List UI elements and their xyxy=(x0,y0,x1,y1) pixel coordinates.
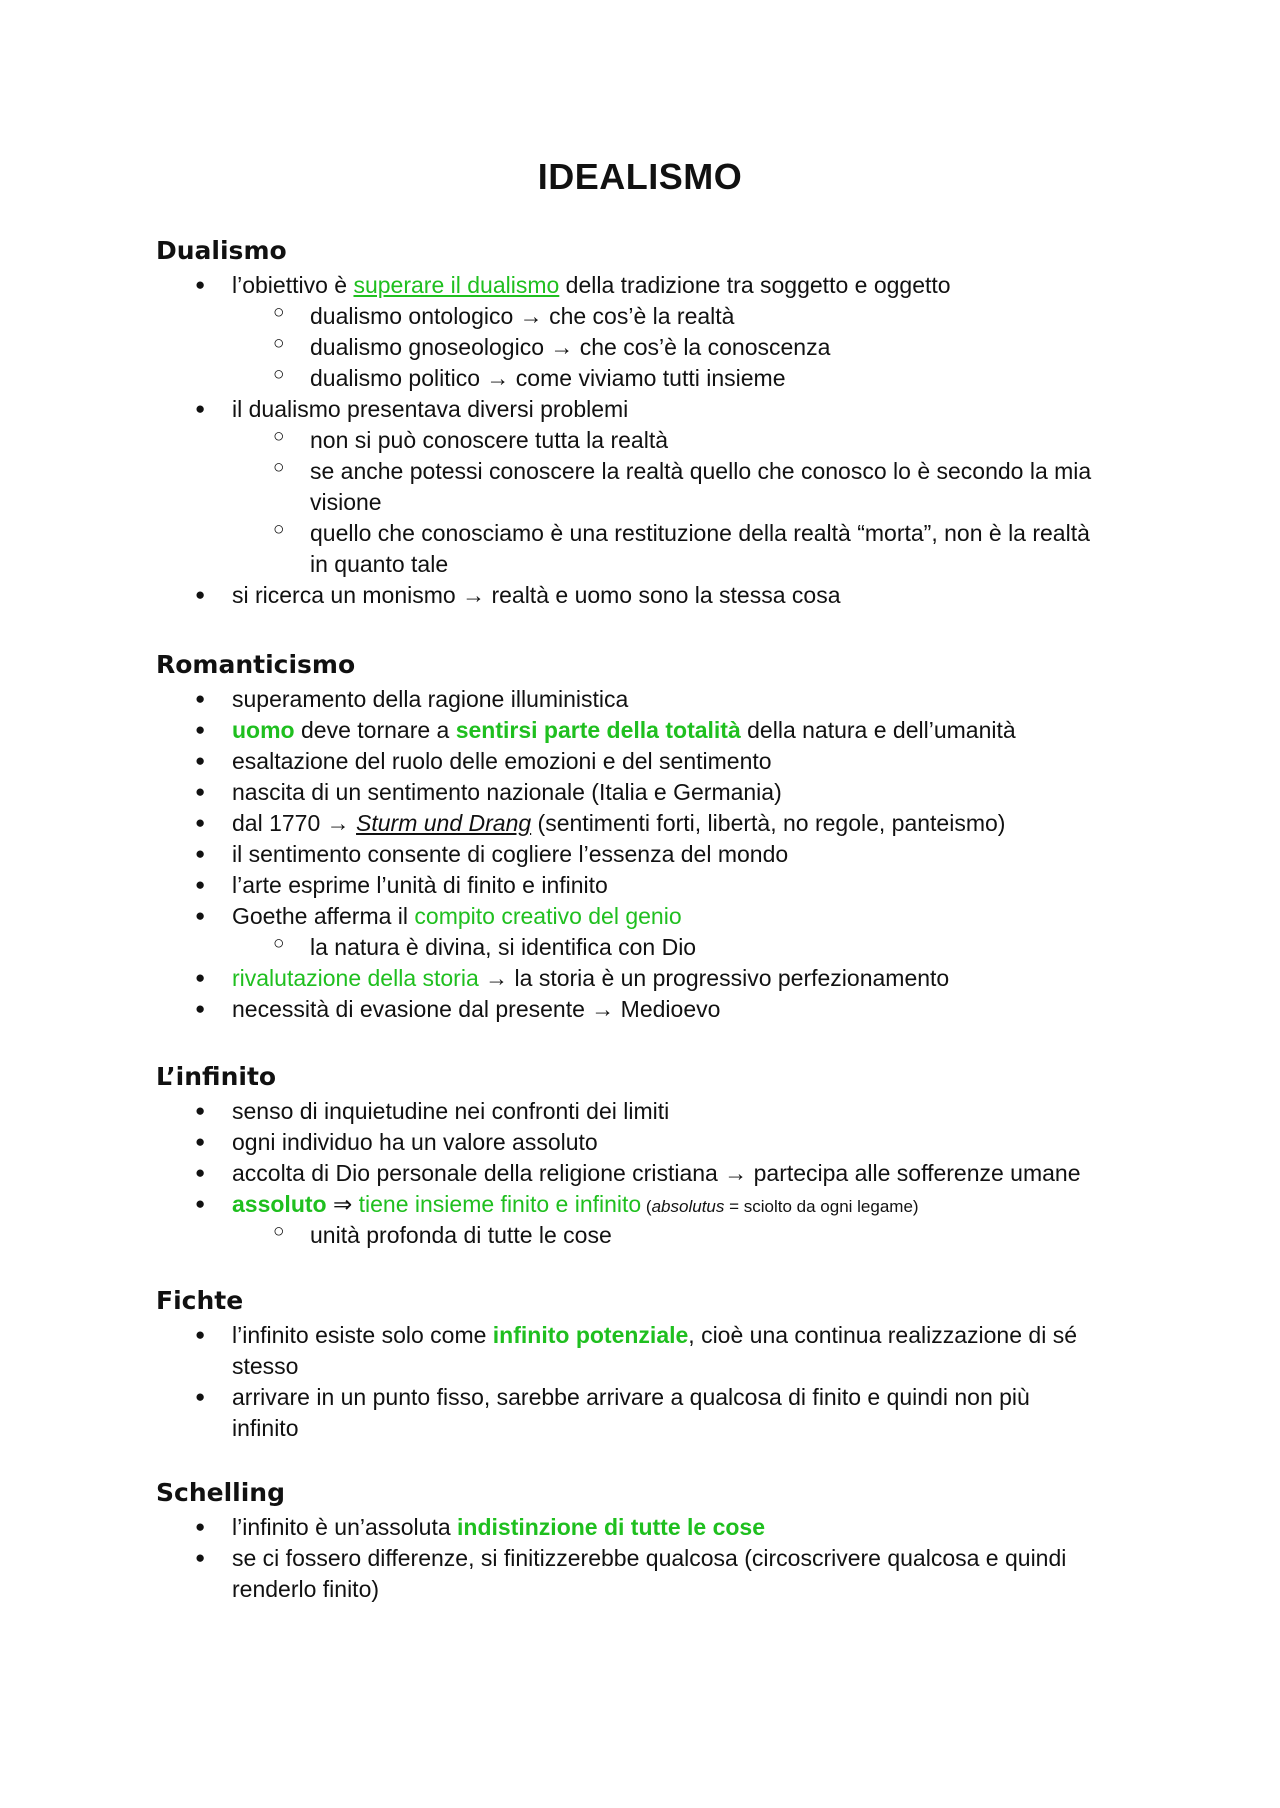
list-item-continuation: visione xyxy=(310,489,382,515)
bullet-filled: ● xyxy=(195,782,206,801)
list-item-continuation: renderlo finito) xyxy=(232,1576,380,1602)
list-item: nascita di un sentimento nazionale (Italia e Germania) xyxy=(232,779,782,805)
bullet-filled: ● xyxy=(195,1163,206,1182)
list-item: l’infinito esiste solo come infinito potenziale, cioè una continua realizzazione di sé xyxy=(232,1322,1077,1348)
list-item: superamento della ragione illuministica xyxy=(232,686,629,712)
list-item: Goethe afferma il compito creativo del genio xyxy=(232,903,682,929)
bullet-filled: ● xyxy=(195,1194,206,1213)
list-item: la natura è divina, si identifica con Dio xyxy=(310,934,697,960)
bullet-filled: ● xyxy=(195,1325,206,1344)
list-item: se ci fossero differenze, si finitizzerebbe qualcosa (circoscrivere qualcosa e quindi xyxy=(232,1545,1067,1571)
bullet-filled: ● xyxy=(195,906,206,925)
highlight-link: superare il dualismo xyxy=(353,272,560,298)
list-item: se anche potessi conoscere la realtà quello che conosco lo è secondo la mia xyxy=(310,458,1092,484)
link-sturm-und-drang[interactable]: Sturm und Drang xyxy=(356,810,532,836)
bullet-filled: ● xyxy=(195,1101,206,1120)
list-item: accolta di Dio personale della religione cristiana → partecipa alle sofferenze umane xyxy=(232,1160,1081,1186)
bullet-filled: ● xyxy=(195,813,206,832)
bullet-filled: ● xyxy=(195,751,206,770)
list-item-continuation: stesso xyxy=(232,1353,299,1379)
bullet-filled: ● xyxy=(195,1132,206,1151)
list-item: dal 1770 → Sturm und Drang (sentimenti forti, libertà, no regole, panteismo) xyxy=(232,810,1006,836)
list-item: l’infinito è un’assoluta indistinzione di tutte le cose xyxy=(232,1514,766,1540)
bullet-filled: ● xyxy=(195,844,206,863)
list-item: l’obiettivo è superare il dualismo della tradizione tra soggetto e oggetto xyxy=(232,272,951,298)
list-item: si ricerca un monismo → realtà e uomo sono la stessa cosa xyxy=(232,582,841,608)
bullet-filled: ● xyxy=(195,875,206,894)
bullet-filled: ● xyxy=(195,275,206,294)
bullet-filled: ● xyxy=(195,1387,206,1406)
bullet-filled: ● xyxy=(195,720,206,739)
list-item: assoluto ⇒ tiene insieme finito e infinito (absolutus = sciolto da ogni legame) xyxy=(232,1191,919,1217)
list-item-continuation: in quanto tale xyxy=(310,551,449,577)
list-item: senso di inquietudine nei confronti dei limiti xyxy=(232,1098,670,1124)
heading-infinito: L’infinito xyxy=(156,1062,277,1091)
list-item: unità profonda di tutte le cose xyxy=(310,1222,612,1248)
bullet-filled: ● xyxy=(195,968,206,987)
bullet-hollow: ○ xyxy=(273,933,285,954)
bullet-filled: ● xyxy=(195,1548,206,1567)
bullet-hollow: ○ xyxy=(273,519,285,540)
list-item: necessità di evasione dal presente → Medioevo xyxy=(232,996,721,1022)
bullet-filled: ● xyxy=(195,1517,206,1536)
list-item: uomo deve tornare a sentirsi parte della totalità della natura e dell’umanità xyxy=(232,717,1016,743)
bullet-hollow: ○ xyxy=(273,1221,285,1242)
list-item: dualismo gnoseologico → che cos’è la conoscenza xyxy=(310,334,831,360)
bullet-hollow: ○ xyxy=(273,302,285,323)
list-item: l’arte esprime l’unità di finito e infinito xyxy=(232,872,608,898)
bullet-hollow: ○ xyxy=(273,426,285,447)
list-item: dualismo ontologico → che cos’è la realtà xyxy=(310,303,735,329)
bullet-filled: ● xyxy=(195,585,206,604)
bullet-filled: ● xyxy=(195,689,206,708)
list-item: esaltazione del ruolo delle emozioni e del sentimento xyxy=(232,748,772,774)
list-item: rivalutazione della storia → la storia è un progressivo perfezionamento xyxy=(232,965,950,991)
list-item: quello che conosciamo è una restituzione della realtà “morta”, non è la realtà xyxy=(310,520,1090,546)
bullet-hollow: ○ xyxy=(273,333,285,354)
document-title: IDEALISMO xyxy=(537,156,743,197)
list-item: arrivare in un punto fisso, sarebbe arrivare a qualcosa di finito e quindi non più xyxy=(232,1384,1030,1410)
heading-fichte: Fichte xyxy=(156,1286,244,1315)
list-item: ogni individuo ha un valore assoluto xyxy=(232,1129,598,1155)
bullet-hollow: ○ xyxy=(273,457,285,478)
list-item: non si può conoscere tutta la realtà xyxy=(310,427,669,453)
heading-dualismo: Dualismo xyxy=(156,236,287,265)
bullet-hollow: ○ xyxy=(273,364,285,385)
bullet-filled: ● xyxy=(195,399,206,418)
heading-schelling: Schelling xyxy=(156,1478,285,1507)
heading-romanticismo: Romanticismo xyxy=(156,650,356,679)
list-item: dualismo politico → come viviamo tutti insieme xyxy=(310,365,786,391)
list-item-continuation: infinito xyxy=(232,1415,299,1441)
list-item: il dualismo presentava diversi problemi xyxy=(232,396,629,422)
bullet-filled: ● xyxy=(195,999,206,1018)
list-item: il sentimento consente di cogliere l’essenza del mondo xyxy=(232,841,789,867)
